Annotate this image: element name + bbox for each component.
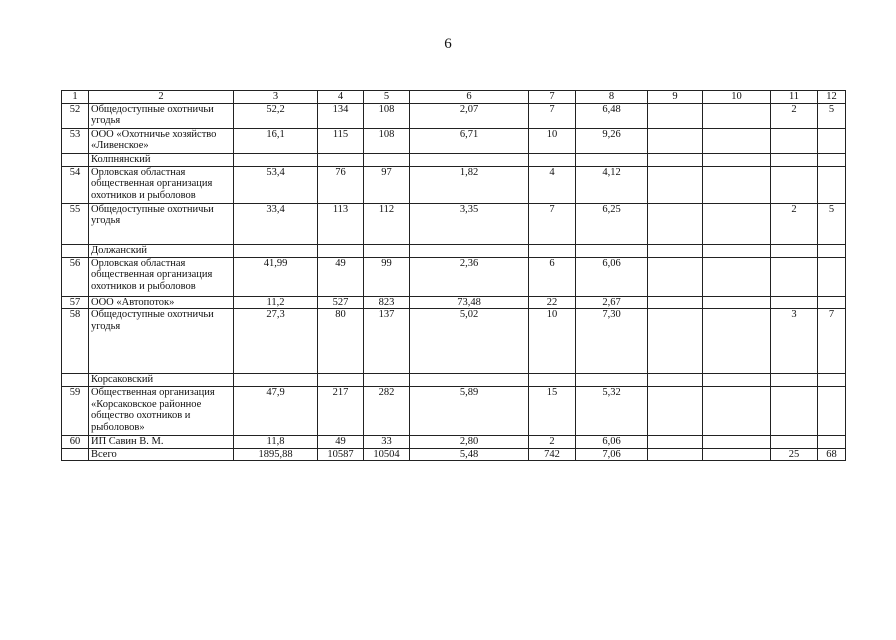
col6-cell: 2,36: [410, 257, 529, 296]
col8-cell: 6,25: [576, 203, 648, 244]
name-cell: Орловская областная общественная организация охотников и рыболовов: [89, 166, 234, 203]
col12-cell: 7: [818, 309, 846, 374]
hunting-grounds-table: [61, 90, 846, 461]
col11-cell: [771, 128, 818, 153]
col4-cell: 134: [318, 103, 364, 128]
column-header: 11: [771, 91, 818, 104]
empty-cell: [529, 153, 576, 166]
empty-cell: [62, 153, 89, 166]
col4-cell: 80: [318, 309, 364, 374]
col4-cell: 10587: [318, 448, 364, 461]
empty-cell: [410, 244, 529, 257]
col6-cell: 73,48: [410, 296, 529, 309]
column-header: 10: [703, 91, 771, 104]
empty-cell: [648, 153, 703, 166]
table-row: [62, 436, 846, 449]
col5-cell: 10504: [364, 448, 410, 461]
column-header: 7: [529, 91, 576, 104]
column-header: 8: [576, 91, 648, 104]
row-number-cell: 56: [62, 257, 89, 296]
area-cell: 47,9: [234, 387, 318, 436]
col10-cell: [703, 103, 771, 128]
area-cell: 52,2: [234, 103, 318, 128]
col8-cell: 2,67: [576, 296, 648, 309]
col6-cell: 6,71: [410, 128, 529, 153]
empty-cell: [576, 244, 648, 257]
empty-cell: [234, 153, 318, 166]
col9-cell: [648, 166, 703, 203]
empty-cell: [648, 374, 703, 387]
col6-cell: 3,35: [410, 203, 529, 244]
region-label: Должанский: [89, 244, 234, 257]
col12-cell: [818, 436, 846, 449]
row-number-cell: 52: [62, 103, 89, 128]
col9-cell: [648, 257, 703, 296]
region-label: Корсаковский: [89, 374, 234, 387]
empty-cell: [234, 244, 318, 257]
col7-cell: 6: [529, 257, 576, 296]
col9-cell: [648, 387, 703, 436]
col12-cell: [818, 387, 846, 436]
col5-cell: 97: [364, 166, 410, 203]
col8-cell: 6,48: [576, 103, 648, 128]
region-row: [62, 244, 846, 257]
area-cell: 27,3: [234, 309, 318, 374]
table-row: [62, 257, 846, 296]
col9-cell: [648, 128, 703, 153]
table-body: [62, 91, 846, 461]
col10-cell: [703, 436, 771, 449]
row-number-cell: [62, 448, 89, 461]
column-header: 3: [234, 91, 318, 104]
column-header: 9: [648, 91, 703, 104]
column-header: 4: [318, 91, 364, 104]
col9-cell: [648, 296, 703, 309]
col4-cell: 217: [318, 387, 364, 436]
empty-cell: [364, 153, 410, 166]
col11-cell: 25: [771, 448, 818, 461]
region-label: Колпнянский: [89, 153, 234, 166]
col9-cell: [648, 436, 703, 449]
col11-cell: [771, 257, 818, 296]
col11-cell: [771, 296, 818, 309]
col5-cell: 823: [364, 296, 410, 309]
empty-cell: [62, 244, 89, 257]
column-header: 1: [62, 91, 89, 104]
empty-cell: [364, 244, 410, 257]
name-cell: Всего: [89, 448, 234, 461]
col7-cell: 2: [529, 436, 576, 449]
empty-cell: [648, 244, 703, 257]
name-cell: ООО «Охотничье хозяйство «Ливенское»: [89, 128, 234, 153]
col10-cell: [703, 296, 771, 309]
empty-cell: [234, 374, 318, 387]
col10-cell: [703, 387, 771, 436]
empty-cell: [318, 244, 364, 257]
col4-cell: 113: [318, 203, 364, 244]
col6-cell: 5,48: [410, 448, 529, 461]
empty-cell: [771, 244, 818, 257]
row-number-cell: 60: [62, 436, 89, 449]
table-row: [62, 309, 846, 374]
col9-cell: [648, 203, 703, 244]
empty-cell: [410, 374, 529, 387]
col11-cell: [771, 436, 818, 449]
name-cell: Общедоступные охотничьи угодья: [89, 103, 234, 128]
name-cell: Орловская областная общественная организация охотников и рыболовов: [89, 257, 234, 296]
name-cell: ИП Савин В. М.: [89, 436, 234, 449]
col12-cell: [818, 296, 846, 309]
col7-cell: 7: [529, 103, 576, 128]
empty-cell: [364, 374, 410, 387]
name-cell: ООО «Автопоток»: [89, 296, 234, 309]
col8-cell: 7,06: [576, 448, 648, 461]
area-cell: 1895,88: [234, 448, 318, 461]
col11-cell: [771, 387, 818, 436]
col7-cell: 10: [529, 128, 576, 153]
col9-cell: [648, 103, 703, 128]
table-row: [62, 103, 846, 128]
col7-cell: 7: [529, 203, 576, 244]
col12-cell: [818, 257, 846, 296]
row-number-cell: 59: [62, 387, 89, 436]
col7-cell: 22: [529, 296, 576, 309]
row-number-cell: 53: [62, 128, 89, 153]
col4-cell: 49: [318, 257, 364, 296]
col4-cell: 49: [318, 436, 364, 449]
empty-cell: [703, 153, 771, 166]
col5-cell: 137: [364, 309, 410, 374]
col7-cell: 15: [529, 387, 576, 436]
empty-cell: [576, 374, 648, 387]
name-cell: Общественная организация «Корсаковское районное общество охотников и рыболовов»: [89, 387, 234, 436]
col5-cell: 112: [364, 203, 410, 244]
col6-cell: 5,89: [410, 387, 529, 436]
col10-cell: [703, 166, 771, 203]
column-header: 6: [410, 91, 529, 104]
empty-cell: [410, 153, 529, 166]
table-row: [62, 128, 846, 153]
col9-cell: [648, 448, 703, 461]
col11-cell: 2: [771, 103, 818, 128]
column-header: 5: [364, 91, 410, 104]
col7-cell: 10: [529, 309, 576, 374]
col8-cell: 6,06: [576, 257, 648, 296]
col4-cell: 76: [318, 166, 364, 203]
col12-cell: 68: [818, 448, 846, 461]
col5-cell: 108: [364, 128, 410, 153]
empty-cell: [529, 374, 576, 387]
col10-cell: [703, 203, 771, 244]
region-row: [62, 374, 846, 387]
empty-cell: [318, 153, 364, 166]
empty-cell: [703, 374, 771, 387]
area-cell: 11,2: [234, 296, 318, 309]
col5-cell: 282: [364, 387, 410, 436]
col10-cell: [703, 257, 771, 296]
col12-cell: 5: [818, 103, 846, 128]
col10-cell: [703, 448, 771, 461]
table-row: [62, 296, 846, 309]
empty-cell: [818, 374, 846, 387]
area-cell: 41,99: [234, 257, 318, 296]
col12-cell: [818, 166, 846, 203]
empty-cell: [771, 153, 818, 166]
col11-cell: 3: [771, 309, 818, 374]
col6-cell: 1,82: [410, 166, 529, 203]
col6-cell: 2,07: [410, 103, 529, 128]
col5-cell: 33: [364, 436, 410, 449]
table-row: [62, 203, 846, 244]
col6-cell: 5,02: [410, 309, 529, 374]
row-number-cell: 55: [62, 203, 89, 244]
col8-cell: 7,30: [576, 309, 648, 374]
table-row: [62, 448, 846, 461]
empty-cell: [576, 153, 648, 166]
col8-cell: 9,26: [576, 128, 648, 153]
col6-cell: 2,80: [410, 436, 529, 449]
area-cell: 33,4: [234, 203, 318, 244]
empty-cell: [529, 244, 576, 257]
column-header: 2: [89, 91, 234, 104]
col9-cell: [648, 309, 703, 374]
col11-cell: [771, 166, 818, 203]
table-row: [62, 166, 846, 203]
empty-cell: [62, 374, 89, 387]
col12-cell: [818, 128, 846, 153]
col7-cell: 4: [529, 166, 576, 203]
empty-cell: [818, 244, 846, 257]
col11-cell: 2: [771, 203, 818, 244]
area-cell: 53,4: [234, 166, 318, 203]
col8-cell: 5,32: [576, 387, 648, 436]
col10-cell: [703, 128, 771, 153]
empty-cell: [818, 153, 846, 166]
table-row: [62, 387, 846, 436]
empty-cell: [703, 244, 771, 257]
area-cell: 11,8: [234, 436, 318, 449]
row-number-cell: 57: [62, 296, 89, 309]
area-cell: 16,1: [234, 128, 318, 153]
col8-cell: 6,06: [576, 436, 648, 449]
empty-cell: [771, 374, 818, 387]
col7-cell: 742: [529, 448, 576, 461]
col4-cell: 527: [318, 296, 364, 309]
page-number: 6: [444, 36, 452, 52]
name-cell: Общедоступные охотничьи угодья: [89, 309, 234, 374]
col12-cell: 5: [818, 203, 846, 244]
col5-cell: 108: [364, 103, 410, 128]
column-header-row: [62, 91, 846, 104]
region-row: [62, 153, 846, 166]
col10-cell: [703, 309, 771, 374]
col4-cell: 115: [318, 128, 364, 153]
empty-cell: [318, 374, 364, 387]
col5-cell: 99: [364, 257, 410, 296]
row-number-cell: 58: [62, 309, 89, 374]
row-number-cell: 54: [62, 166, 89, 203]
column-header: 12: [818, 91, 846, 104]
col8-cell: 4,12: [576, 166, 648, 203]
name-cell: Общедоступные охотничьи угодья: [89, 203, 234, 244]
